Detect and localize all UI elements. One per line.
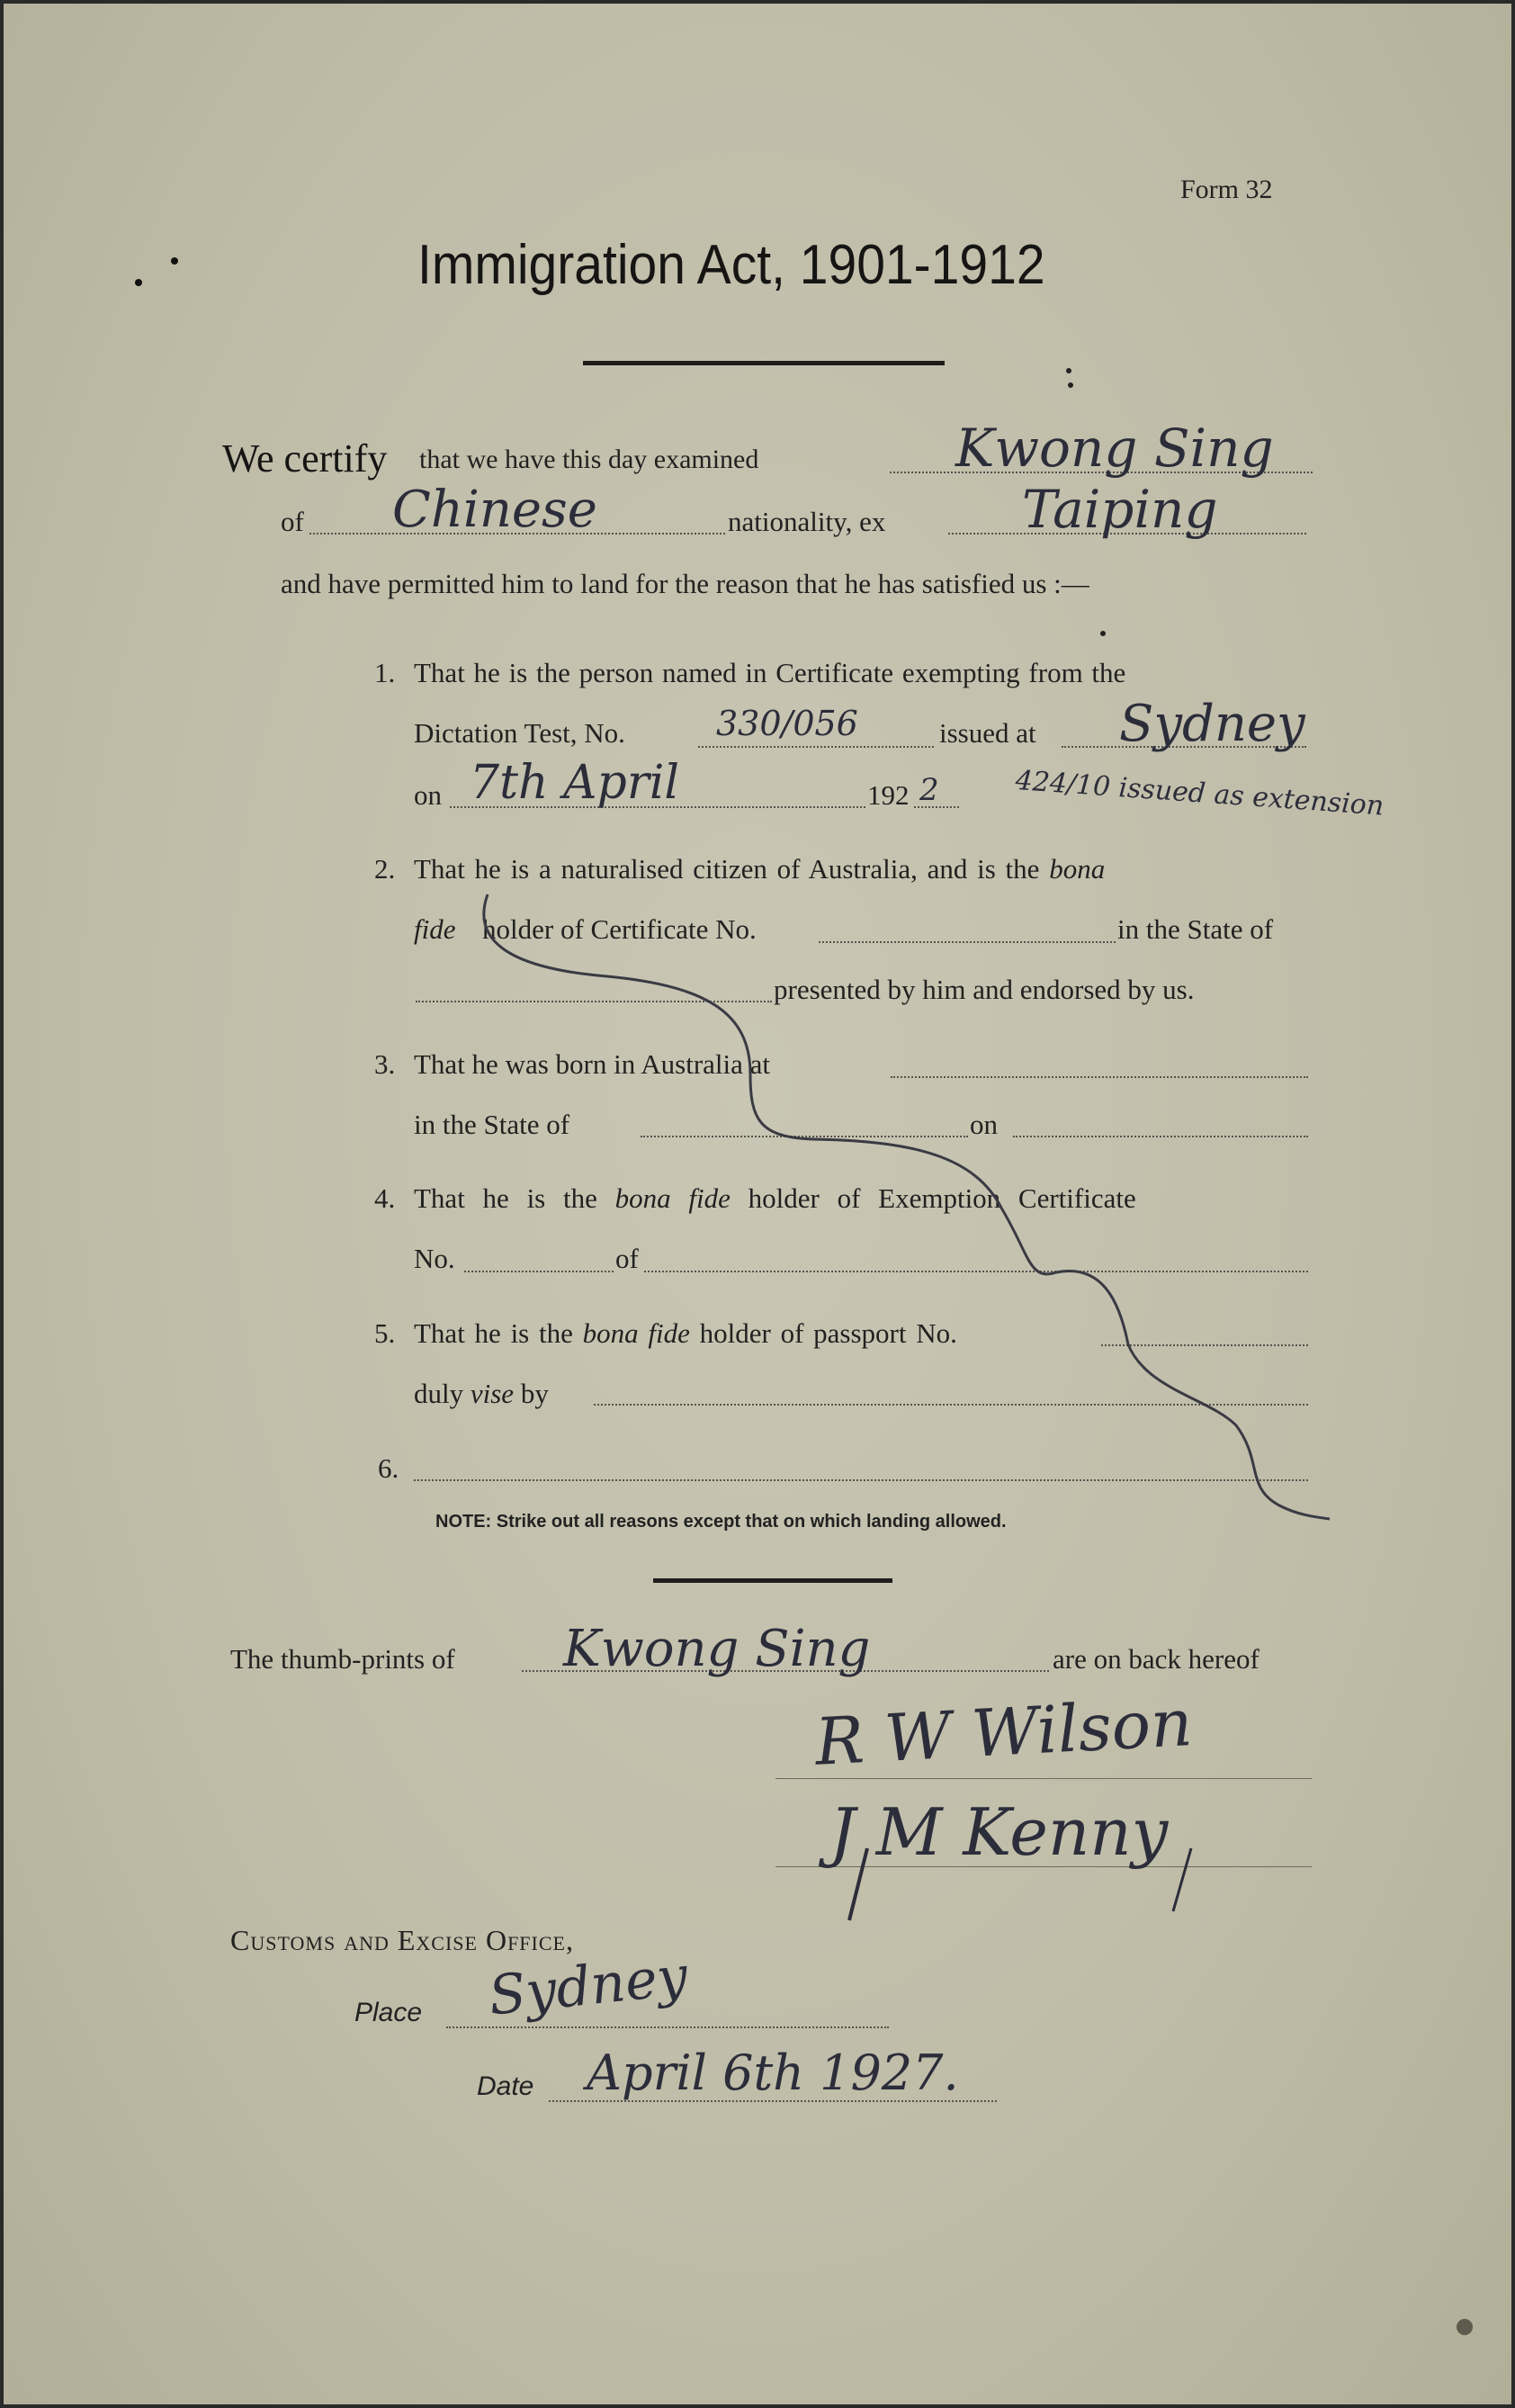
ink-speck (1100, 631, 1106, 636)
extension-note: 424/10 issued as extension (1014, 765, 1385, 822)
cert-number-value: 330/056 (716, 704, 858, 743)
bona-fide-text-5: bona fide (582, 1317, 690, 1349)
place-label: Place (354, 1998, 423, 2027)
ink-speck (1457, 2319, 1473, 2335)
dictation-test-label: Dictation Test, No. (414, 717, 625, 749)
customs-office: Customs and Excise Office, (230, 1924, 574, 1956)
reason-3-text: That he was born in Australia at (414, 1048, 771, 1080)
reason-3-on-label: on (970, 1109, 998, 1140)
ink-speck (171, 257, 178, 265)
presented-text: presented by him and endorsed by us. (774, 974, 1195, 1005)
reason-3-state-label: in the State of (414, 1109, 570, 1140)
reason-4-text: That he is the bona fide holder of Exemption Certificate (414, 1182, 1136, 1214)
thumb-prints-name: Kwong Sing (563, 1620, 871, 1678)
year-digit: 2 (919, 772, 939, 808)
signature-flourish (849, 1848, 867, 1920)
thumb-prints-label: The thumb-prints of (230, 1643, 455, 1675)
signature-2: J M Kenny (829, 1794, 1169, 1870)
nationality-label: nationality, ex (728, 506, 886, 537)
in-state-label: in the State of (1117, 913, 1274, 945)
bona-text: bona (1049, 853, 1106, 885)
ink-speck (135, 279, 142, 286)
fide-text: fide (414, 913, 456, 945)
certify-text: that we have this day examined (419, 445, 759, 474)
reason-5-number: 5. (374, 1317, 396, 1349)
ink-speck (1066, 368, 1071, 373)
reason-1-number: 1. (374, 657, 396, 688)
issued-at-value: Sydney (1119, 695, 1305, 753)
signature-1: R W Wilson (813, 1685, 1195, 1780)
strike-out-note: NOTE: Strike out all reasons except that on which landing allowed. (435, 1512, 1007, 1532)
of-label: of (281, 506, 304, 537)
strike-through-line (4, 4, 1511, 2404)
nationality-value: Chinese (392, 481, 597, 539)
form-number: Form 32 (1180, 175, 1273, 204)
reason-4-no-label: No. (414, 1243, 455, 1274)
certificate-page (4, 4, 1511, 2404)
examined-name-value: Kwong Sing (955, 418, 1274, 479)
on-label: on (414, 779, 442, 811)
ship-value: Taiping (1022, 479, 1218, 540)
page-title: Immigration Act, 1901-1912 (417, 234, 1045, 296)
reason-4-of-label: of (615, 1243, 639, 1274)
reason-5-text: That he is the bona fide holder of passport No. (414, 1317, 957, 1349)
issued-at-label: issued at (939, 717, 1036, 749)
ink-speck (1068, 382, 1073, 388)
date-label: Date (477, 2071, 534, 2101)
permit-text: and have permitted him to land for the reason that he has satisfied us :— (281, 568, 1089, 599)
thumb-prints-suffix: are on back hereof (1053, 1643, 1260, 1675)
reason-2-holder: holder of Certificate No. (482, 913, 757, 945)
bona-fide-text: bona fide (614, 1182, 731, 1214)
certify-lead: We certify (222, 436, 388, 481)
signature-flourish-2 (1173, 1848, 1191, 1911)
place-value: Sydney (486, 1944, 691, 2028)
office-date-value: April 6th 1927. (587, 2044, 959, 2101)
duly-vise-text: duly vise by (414, 1378, 549, 1409)
year-prefix: 192 (867, 779, 910, 811)
reason-2-text: That he is a naturalised citizen of Australia, and is the bona (414, 853, 1106, 885)
reason-2-number: 2. (374, 853, 396, 885)
date-value: 7th April (470, 756, 679, 810)
strike-path (484, 894, 1330, 1519)
reason-6-number: 6. (378, 1452, 399, 1484)
reason-1-text: That he is the person named in Certificate exempting from the (414, 657, 1126, 688)
reason-3-number: 3. (374, 1048, 396, 1080)
reason-4-number: 4. (374, 1182, 396, 1214)
